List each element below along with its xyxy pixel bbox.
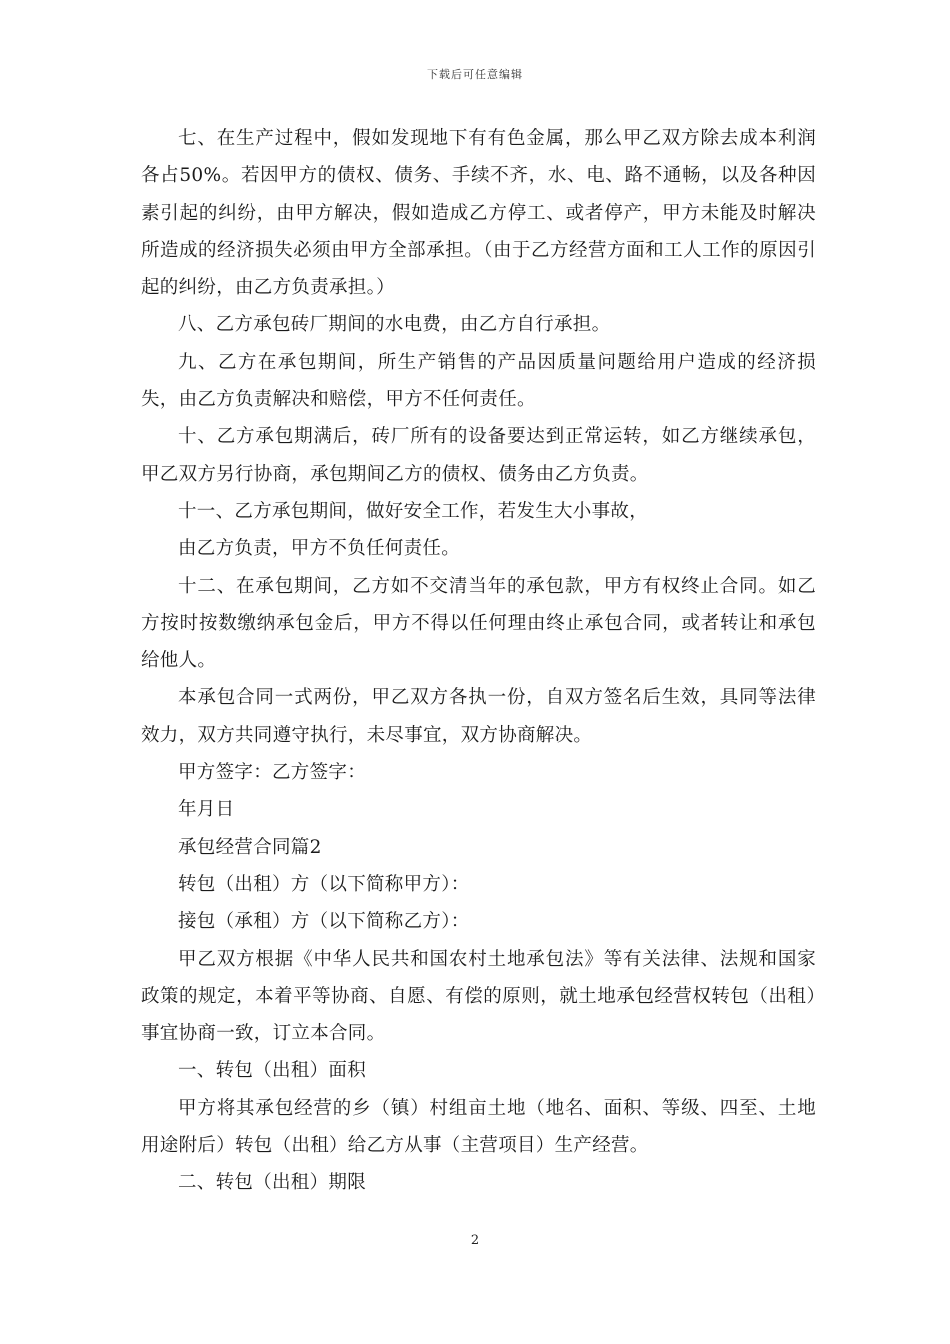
signature-line: 甲方签字：乙方签字： <box>178 762 367 784</box>
paragraph-clause-8: 八、乙方承包砖厂期间的水电费，由乙方自行承担。 <box>178 314 611 336</box>
heading-area: 一、转包（出租）面积 <box>178 1060 367 1082</box>
paragraph-clause-12: 十二、在承包期间，乙方如不交清当年的承包款，甲方有权终止合同。如乙方按时按数缴纳承包金后，甲方不得以任何理由终止承包合同，或者转让和承包给他人。 <box>141 575 816 672</box>
paragraph-clause-10: 十、乙方承包期满后，砖厂所有的设备要达到正常运转，如乙方继续承包，甲乙双方另行协商，承包期间乙方的债权、债务由乙方负责。 <box>141 426 816 485</box>
date-line: 年月日 <box>178 799 235 821</box>
paragraph-clause-7: 七、在生产过程中，假如发现地下有有色金属，那么甲乙双方除去成本利润各占50%。若因甲方的债权、债务、手续不齐，水、电、路不通畅，以及各种因素引起的纠纷，由甲方解决，假如造成乙方停工、或者停产，甲方未能及时解决所造成的经济损失必须由甲方全部承担。（由于乙方经营方面和工人工作的原因引起的纠纷，由乙方负责承担。） <box>141 128 816 299</box>
page-header-note: 下载后可任意编辑 <box>427 68 523 81</box>
paragraph-clause-11: 十一、乙方承包期间，做好安全工作，若发生大小事故， <box>178 500 649 522</box>
paragraph-clause-9: 九、乙方在承包期间，所生产销售的产品因质量问题给用户造成的经济损失，由乙方负责解决和赔偿，甲方不任何责任。 <box>141 351 816 411</box>
paragraph-contract-validity: 本承包合同一式两份，甲乙双方各执一份，自双方签名后生效，具同等法律效力，双方共同遵守执行，未尽事宜，双方协商解决。 <box>141 687 816 746</box>
paragraph-preamble: 甲乙双方根据《中华人民共和国农村土地承包法》等有关法律、法规和国家政策的规定，本着平等协商、自愿、有偿的原则，就土地承包经营权转包（出租）事宜协商一致，订立本合同。 <box>141 948 816 1045</box>
heading-term: 二、转包（出租）期限 <box>178 1172 367 1194</box>
paragraph-clause-11-continued: 由乙方负责，甲方不负任何责任。 <box>178 538 461 560</box>
section-title: 承包经营合同篇2 <box>178 836 322 858</box>
party-a-line: 转包（出租）方（以下简称甲方）： <box>178 873 470 895</box>
page-number: 2 <box>470 1233 480 1248</box>
party-b-line: 接包（承租）方（以下简称乙方）： <box>178 911 470 933</box>
document-body <box>141 120 816 1202</box>
paragraph-area: 甲方将其承包经营的乡（镇）村组亩土地（地名、面积、等级、四至、土地用途附后）转包（出租）给乙方从事（主营项目）生产经营。 <box>141 1097 816 1157</box>
